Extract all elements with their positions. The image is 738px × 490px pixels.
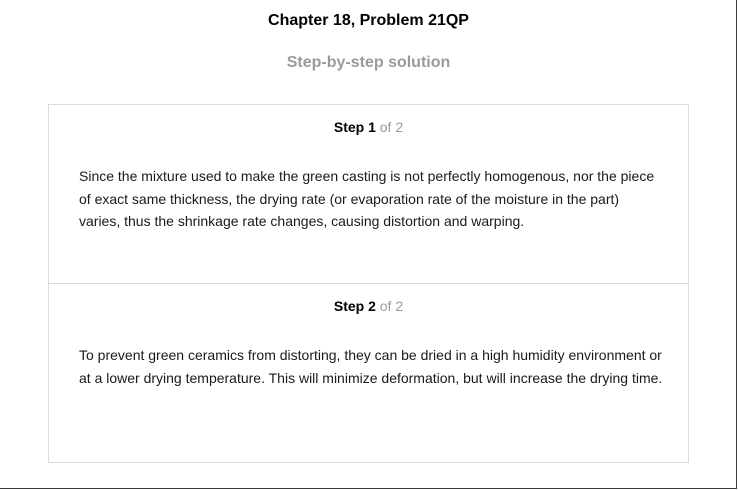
steps-container — [48, 104, 689, 463]
step-label: Step 2 — [333, 298, 376, 314]
step-label: Step 1 — [333, 119, 376, 135]
step-card — [49, 284, 688, 463]
step-count: of 2 — [379, 298, 404, 314]
step-heading — [49, 298, 688, 314]
step-body: To prevent green ceramics from distorting, they can be dried in a high humidity environment or at a lower drying temperature. This will minimize deformation, but will increase the drying time. — [79, 347, 663, 386]
step-count: of 2 — [379, 119, 404, 135]
solution-subtitle: Step-by-step solution — [286, 54, 451, 71]
step-heading — [49, 119, 688, 135]
step-body: Since the mixture used to make the green casting is not perfectly homogenous, nor the piece of exact same thickness, the drying rate (or evaporation rate of the moisture in the part) varies, thus the shrinkage rate changes, causing distortion and warping. — [79, 168, 655, 229]
chapter-title: Chapter 18, Problem 21QP — [268, 12, 469, 29]
step-card — [49, 105, 688, 284]
